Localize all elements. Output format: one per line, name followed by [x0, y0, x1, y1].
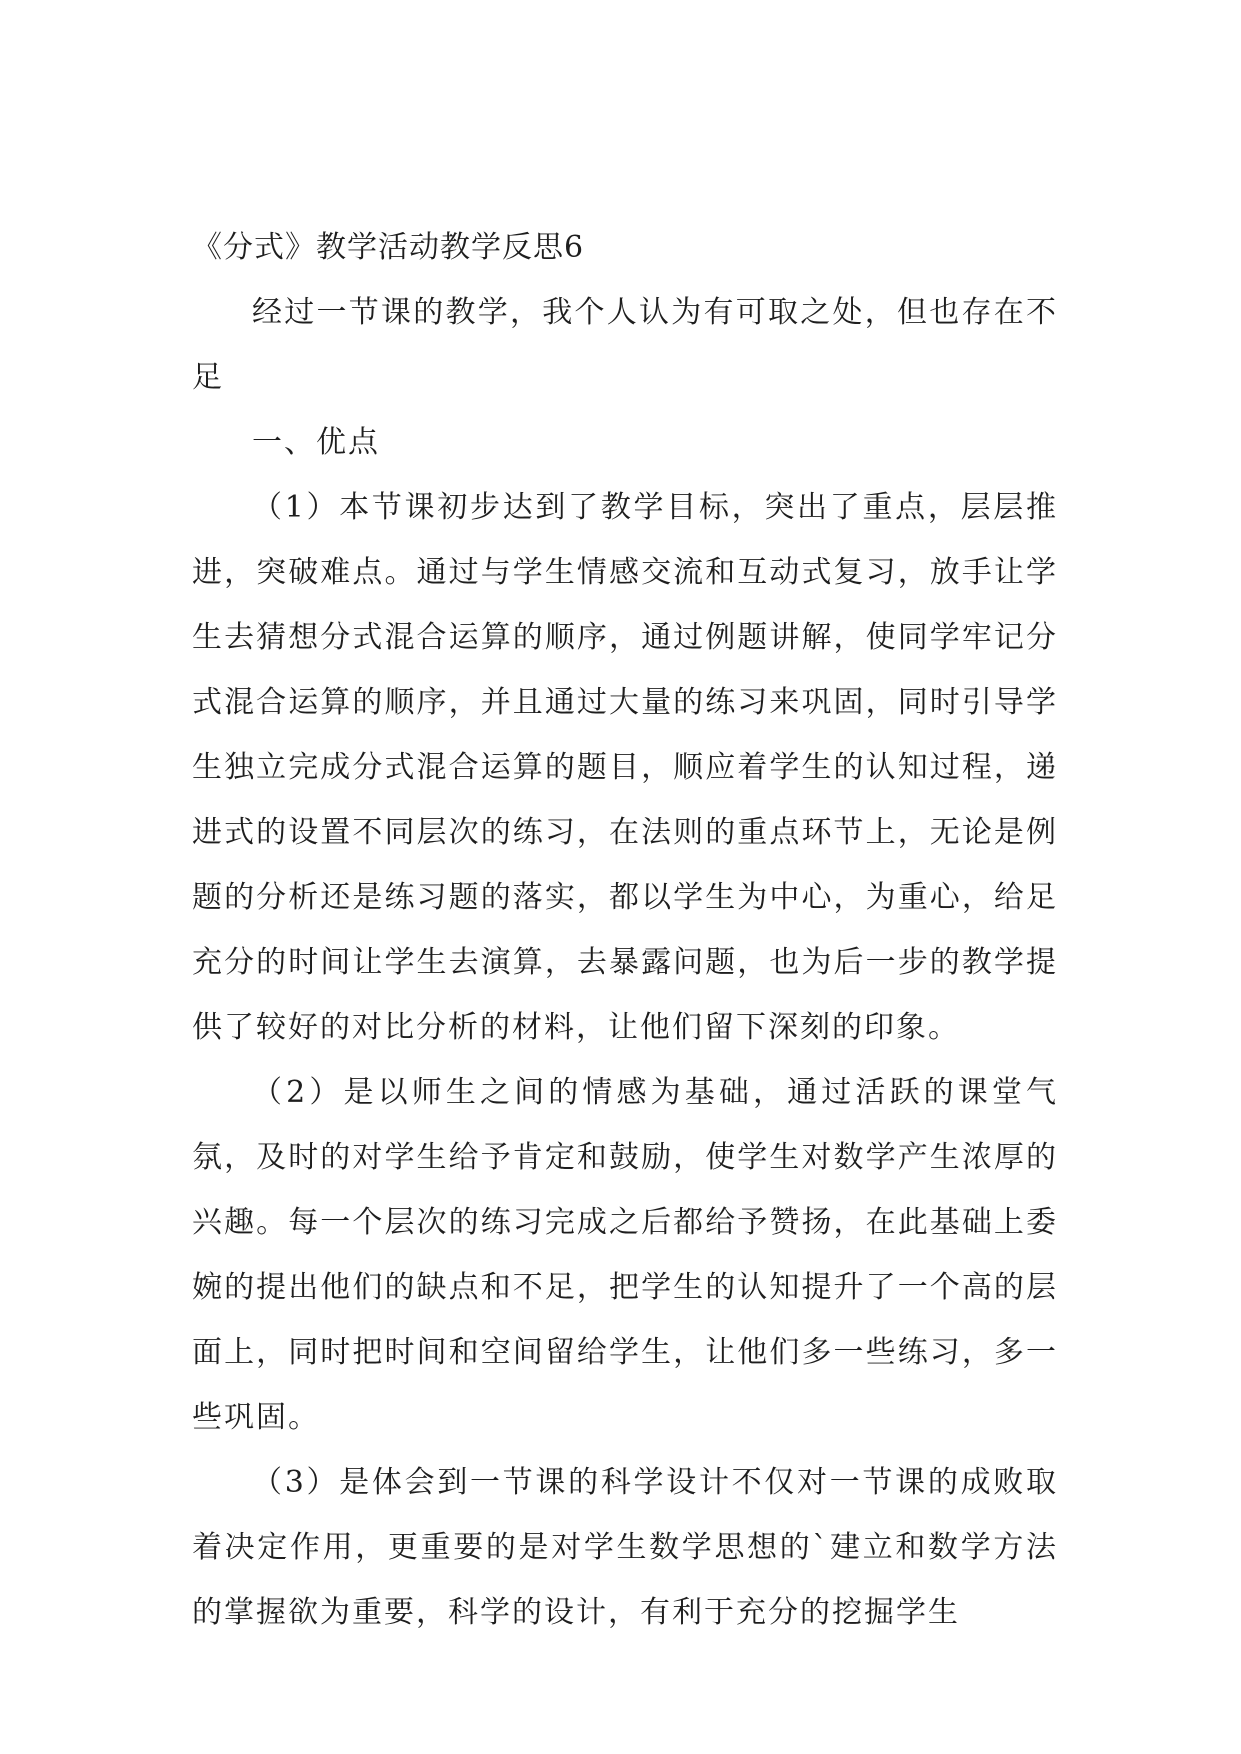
document-body — [192, 222, 1058, 1645]
document-title: 《分式》教学活动教学反思6 — [192, 230, 585, 265]
section-heading: 一、优点 — [252, 425, 380, 460]
paragraph-1: （1）本节课初步达到了教学目标，突出了重点，层层推进，突破难点。通过与学生情感交流和互动式复习，放手让学生去猜想分式混合运算的顺序，通过例题讲解，使同学牢记分式混合运算的顺序，并且通过大量的练习来巩固，同时引导学生独立完成分式混合运算的题目，顺应着学生的认知过程，递进式的设置不同层次的练习，在法则的重点环节上，无论是例题的分析还是练习题的落实，都以学生为中心，为重心，给足充分的时间让学生去演算，去暴露问题，也为后一步的教学提供了较好的对比分析的材料，让他们留下深刻的印象。 — [192, 490, 1058, 1045]
paragraph-3: （3）是体会到一节课的科学设计不仅对一节课的成败取着决定作用，更重要的是对学生数学思想的`建立和数学方法的掌握欲为重要，科学的设计，有利于充分的挖掘学生 — [192, 1465, 1058, 1630]
paragraph-2: （2）是以师生之间的情感为基础，通过活跃的课堂气氛，及时的对学生给予肯定和鼓励，使学生对数学产生浓厚的兴趣。每一个层次的练习完成之后都给予赞扬，在此基础上委婉的提出他们的缺点和不足，把学生的认知提升了一个高的层面上，同时把时间和空间留给学生，让他们多一些练习，多一些巩固。 — [192, 1075, 1058, 1435]
intro-paragraph: 经过一节课的教学，我个人认为有可取之处，但也存在不足 — [192, 295, 1058, 395]
